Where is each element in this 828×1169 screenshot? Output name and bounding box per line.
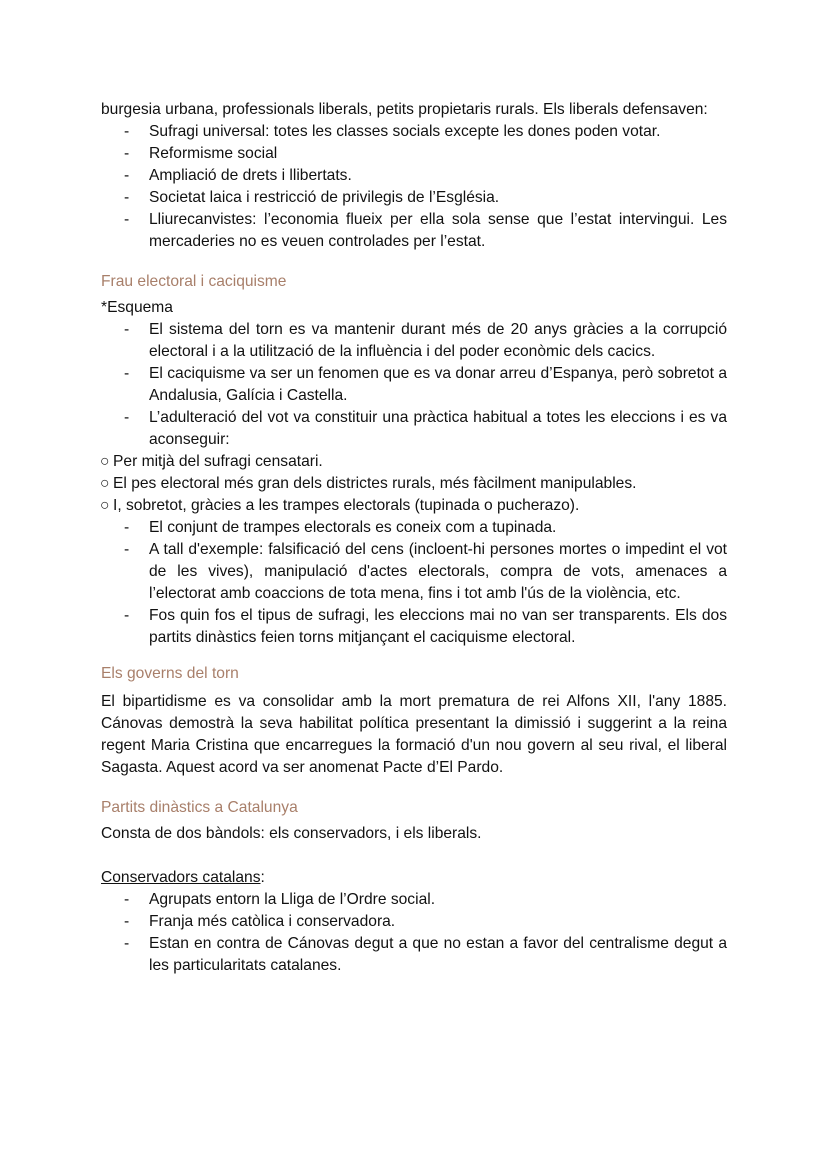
- intro-paragraph: burgesia urbana, professionals liberals, petits propietaris rurals. Els liberals defensaven:: [101, 101, 708, 118]
- list-item: - Societat laica i restricció de privilegis de l’Església.: [101, 187, 727, 209]
- list-item: - Lliurecanvistes: l’economia flueix per ella sola sense que l’estat intervingui. Les mercaderies no es veuen controlades per l’estat.: [124, 211, 727, 250]
- list-item: - Ampliació de drets i llibertats.: [101, 165, 727, 187]
- list-item: - El sistema del torn es va mantenir durant més de 20 anys gràcies a la corrupció electoral i a la utilització de la influència i del poder econòmic dels cacics.: [124, 321, 727, 360]
- dash-bullet: -: [124, 321, 130, 338]
- dash-bullet: -: [124, 607, 130, 624]
- frau-list: [101, 319, 727, 451]
- list-item: - Franja més catòlica i conservadora.: [101, 911, 727, 933]
- list-item: - Agrupats entorn la Lliga de l’Ordre social.: [101, 889, 727, 911]
- dash-bullet: -: [124, 409, 130, 426]
- liberals-list: [101, 121, 727, 253]
- list-item: - A tall d'exemple: falsificació del cens (incloent-hi persones mortes o impedint el vot de les vives), manipulació d'actes electorals, compra de vots, amenaces a l’electorat amb coaccions de tota mena, fins i tot amb l'ús de la violència, etc.: [124, 541, 727, 602]
- dash-bullet: -: [124, 189, 130, 206]
- partits-paragraph: Consta de dos bàndols: els conservadors, i els liberals.: [101, 825, 482, 842]
- list-item: - Sufragi universal: totes les classes socials excepte les dones poden votar.: [101, 121, 727, 143]
- dash-bullet: -: [124, 913, 130, 930]
- dash-bullet: -: [124, 145, 130, 162]
- list-item: - Fos quin fos el tipus de sufragi, les eleccions mai no van ser transparents. Els dos partits dinàstics feien torns mitjançant el caciquisme electoral.: [124, 607, 727, 646]
- dash-bullet: -: [124, 935, 130, 952]
- list-item: ○ I, sobretot, gràcies a les trampes electorals (tupinada o pucherazo).: [100, 495, 727, 517]
- conservadors-subheading: Conservadors catalans:: [101, 869, 265, 886]
- circle-bullet: ○: [100, 453, 110, 470]
- text-column: [101, 99, 727, 977]
- list-item: - Estan en contra de Cánovas degut a que no estan a favor del centralisme degut a les particularitats catalanes.: [124, 935, 727, 974]
- list-item: - L’adulteració del vot va constituir una pràctica habitual a totes les eleccions i es va aconseguir:: [124, 409, 727, 448]
- list-item: - Reformisme social: [101, 143, 727, 165]
- dash-bullet: -: [124, 123, 130, 140]
- list-item: ○ El pes electoral més gran dels districtes rurals, més fàcilment manipulables.: [100, 473, 727, 495]
- frau-circle-list: [100, 451, 727, 517]
- schema-note: *Esquema: [101, 299, 173, 316]
- dash-bullet: -: [124, 519, 130, 536]
- list-item: - El caciquisme va ser un fenomen que es va donar arreu d’Espanya, però sobretot a Andalusia, Galícia i Castella.: [124, 365, 727, 404]
- circle-bullet: ○: [100, 475, 110, 492]
- section-heading-partits: Partits dinàstics a Catalunya: [101, 799, 298, 816]
- circle-bullet: ○: [100, 497, 110, 514]
- governs-paragraph: El bipartidisme es va consolidar amb la mort prematura de rei Alfons XII, l'any 1885. Cánovas demostrà la seva habilitat política presentant la dimissió i suggerint a la reina regent Maria Cristina que encarregues la formació d'un nou govern al seu rival, el liberal Sagasta. Aquest acord va ser anomenat Pacte d’El Pardo.: [101, 693, 727, 776]
- section-heading-governs: Els governs del torn: [101, 665, 239, 682]
- dash-bullet: -: [124, 167, 130, 184]
- dash-bullet: -: [124, 891, 130, 908]
- dash-bullet: -: [124, 541, 130, 558]
- list-item: ○ Per mitjà del sufragi censatari.: [100, 451, 727, 473]
- dash-bullet: -: [124, 365, 130, 382]
- dash-bullet: -: [124, 211, 130, 228]
- frau-list-2: [101, 517, 727, 649]
- list-item: - El conjunt de trampes electorals es coneix com a tupinada.: [101, 517, 727, 539]
- conservadors-list: [101, 889, 727, 977]
- section-heading-frau: Frau electoral i caciquisme: [101, 273, 287, 290]
